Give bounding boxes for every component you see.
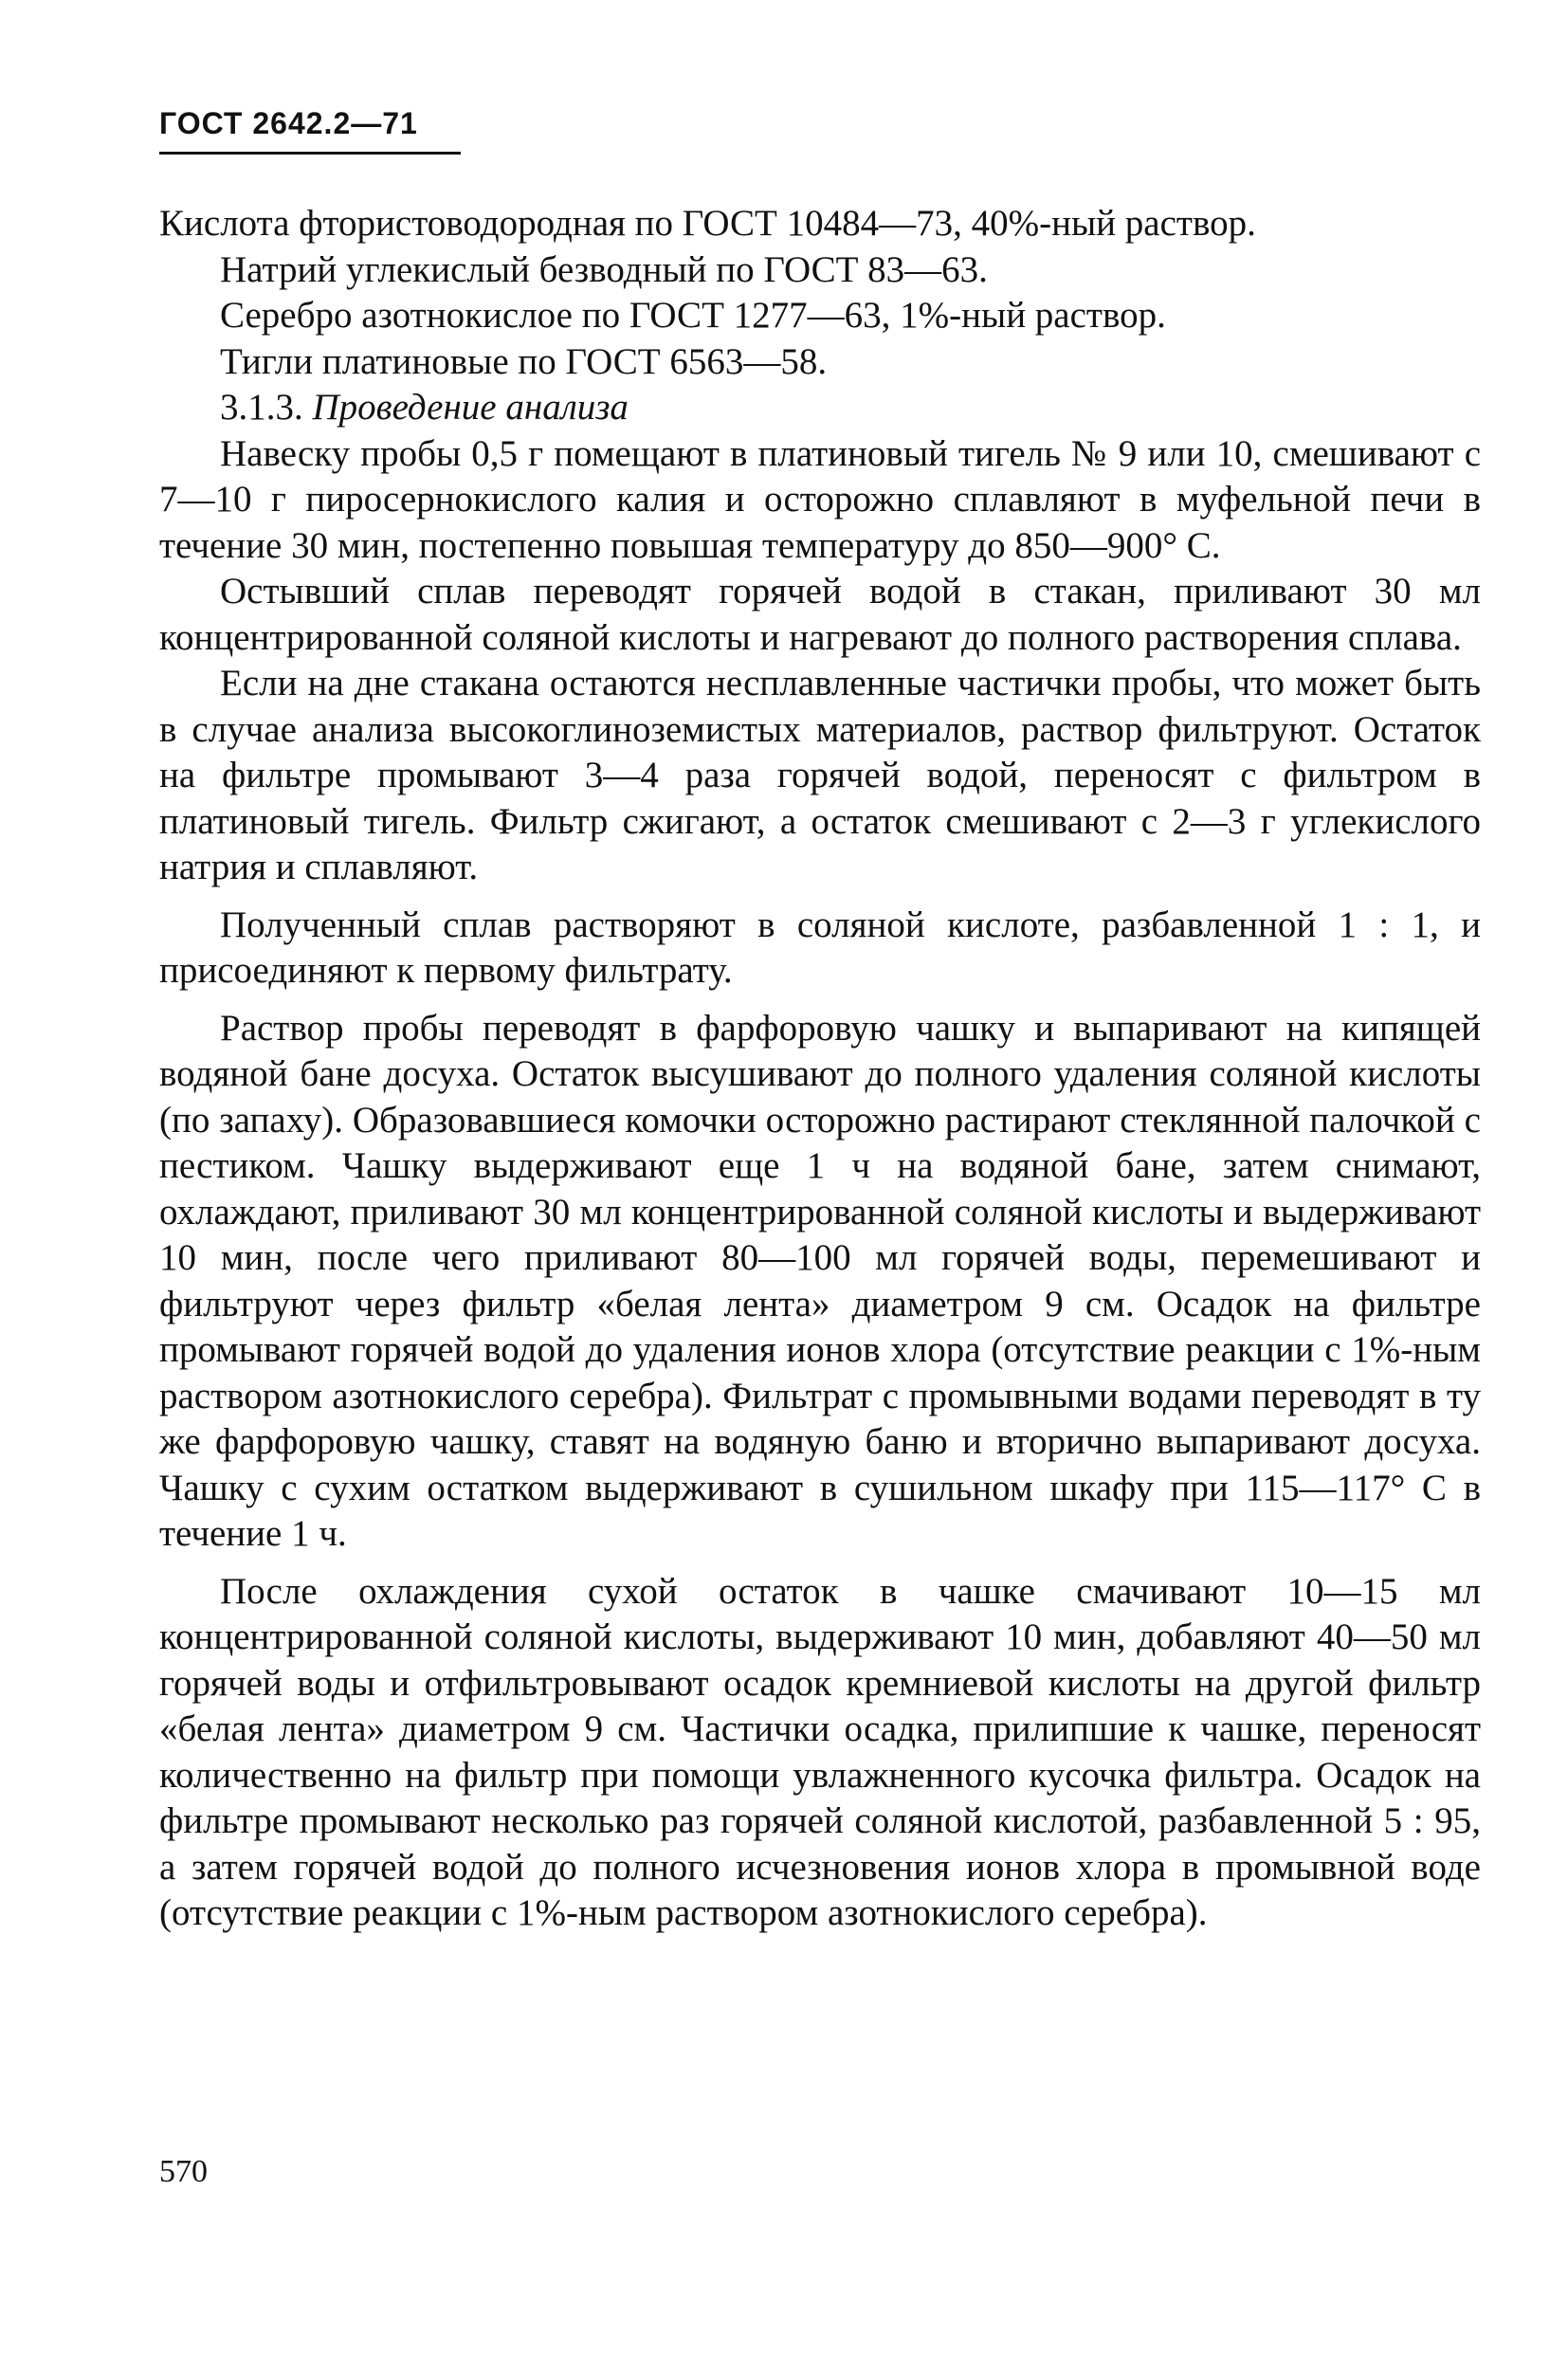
paragraph-platinum-crucibles: Тигли платиновые по ГОСТ 6563—58. xyxy=(220,340,828,382)
document-header: ГОСТ 2642.2—71 xyxy=(159,106,418,140)
section-title: Проведение анализа xyxy=(312,387,629,428)
paragraph-unfused-particles: Если на дне стакана остаются несплавленные частички пробы, что может быть в случае анализа высокоглиноземистых материалов, раствор фильтруют. Остаток на фильтре промывают 3—4 раза горячей водой, переносят с фильтром в платиновый тигель. Фильтр сжигают, а остаток смешивают с 2—3 г углекислого натрия и сплавляют. xyxy=(159,663,1481,887)
paragraph-silver-nitrate: Серебро азотнокислое по ГОСТ 1277—63, 1%-ный раствор. xyxy=(220,295,1166,336)
paragraph-sodium-carbonate: Натрий углекислый безводный по ГОСТ 83—63. xyxy=(220,248,988,290)
section-number: 3.1.3. xyxy=(220,387,303,428)
header-rule xyxy=(159,152,461,155)
paragraph-after-cooling: После охлаждения сухой остаток в чашке смачивают 10—15 мл концентрированной соляной кислоты, выдерживают 10 мин, добавляют 40—50 мл горячей воды и отфильтровывают осадок кремниевой кислоты на другой фильтр «белая лента» диаметром 9 см. Частички осадка, прилипшие к чашке, переносят количественно на фильтр при помощи увлажненного кусочка фильтра. Осадок на фильтре промывают несколько раз горячей соляной кислотой, разбавленной 5 : 95, а затем горячей водой до полного исчезновения ионов хлора в промывной воде (отсутствие реакции с 1%-ным раствором азотнокислого серебра). xyxy=(159,1570,1481,1933)
paragraph-obtained-melt: Полученный сплав растворяют в соляной кислоте, разбавленной 1 : 1, и присоединяют к первому фильтрату. xyxy=(159,904,1481,991)
paragraph-evaporation: Раствор пробы переводят в фарфоровую чашку и выпаривают на кипящей водяной бане досуха. Остаток высушивают до полного удаления соляной кислоты (по запаху). Образовавшиеся комочки осторожно растирают стеклянной палочкой с пестиком. Чашку выдерживают еще 1 ч на водяной бане, затем снимают, охлаждают, приливают 30 мл концентрированной соляной кислоты и выдерживают 10 мин, после чего приливают 80—100 мл горячей воды, перемешивают и фильтруют через фильтр «белая лента» диаметром 9 см. Осадок на фильтре промывают горячей водой до удаления ионов хлора (отсутствие реакции с 1%-ным раствором азотнокислого серебра). Фильтрат с промывными водами переводят в ту же фарфоровую чашку, ставят на водяную баню и вторично выпаривают досуха. Чашку с сухим остатком выдерживают в сушильном шкафу при 115—117° С в течение 1 ч. xyxy=(159,1007,1481,1554)
body-text xyxy=(159,201,1481,1937)
paragraph-cooled-melt: Остывший сплав переводят горячей водой в стакан, приливают 30 мл концентрированной соляной кислоты и нагревают до полного растворения сплава. xyxy=(159,571,1481,658)
paragraph-hydrofluoric-acid: Кислота фтористоводородная по ГОСТ 10484—73, 40%-ный раствор. xyxy=(159,203,1256,244)
section-heading xyxy=(159,385,1481,431)
page-number: 570 xyxy=(159,2154,208,2189)
paragraph-sample-fusion: Навеску пробы 0,5 г помещают в платиновый тигель № 9 или 10, смешивают с 7—10 г пиросернокислого калия и осторожно сплавляют в муфельной печи в течение 30 мин, постепенно повышая температуру до 850—900° С. xyxy=(159,432,1481,566)
